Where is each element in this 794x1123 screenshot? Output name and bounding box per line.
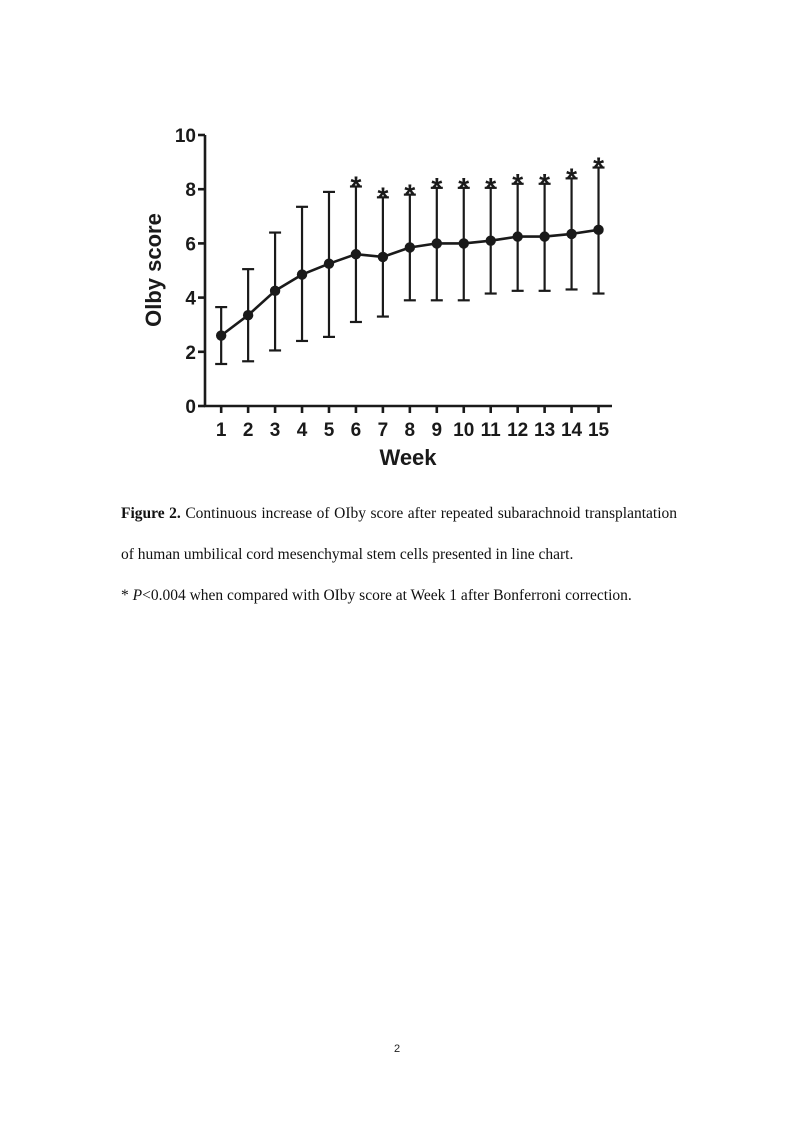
x-tick-label: 11 [480, 420, 501, 441]
data-point [486, 235, 496, 245]
x-tick-label: 13 [534, 420, 556, 441]
data-point [351, 249, 361, 259]
x-tick-label: 15 [587, 420, 610, 441]
significance-star: * [512, 167, 524, 199]
data-point [243, 310, 253, 320]
figure-label: Figure 2. [121, 505, 181, 522]
x-tick-label: 2 [242, 420, 254, 441]
y-tick-label: 0 [185, 397, 196, 418]
data-point [539, 231, 549, 241]
significance-star: * [458, 171, 470, 203]
x-tick-label: 6 [350, 420, 362, 441]
data-point [566, 229, 576, 239]
caption-note [121, 575, 677, 616]
significance-star: * [404, 178, 416, 210]
y-tick-label: 6 [185, 234, 196, 256]
data-point [512, 231, 522, 241]
x-tick-label: 5 [323, 420, 335, 441]
x-tick-label: 8 [404, 420, 416, 441]
data-point [270, 286, 280, 296]
x-tick-label: 4 [296, 420, 308, 441]
x-tick-label: 14 [560, 420, 583, 441]
data-point [324, 259, 334, 269]
significance-star: * [431, 171, 443, 203]
data-point [378, 252, 388, 262]
significance-star: * [539, 167, 551, 199]
note-text: <0.004 when compared with OIby score at Week 1 after Bonferroni correction. [142, 587, 632, 604]
significance-star: * [350, 170, 362, 202]
data-point [216, 330, 226, 340]
significance-star: * [377, 181, 389, 213]
y-tick-label: 8 [185, 180, 196, 202]
x-tick-label: 1 [215, 420, 227, 441]
x-tick-label: 9 [431, 420, 443, 441]
data-point [297, 269, 307, 279]
data-point [432, 238, 442, 248]
y-tick-label: 2 [185, 342, 196, 364]
x-tick-label: 7 [377, 420, 389, 441]
note-mark: * [121, 587, 129, 604]
significance-star: * [566, 162, 578, 194]
caption-text: Continuous increase of OIby score after repeated subarachnoid transplantation of human umbilical cord mesenchymal stem cells presented in line chart. [121, 505, 678, 563]
y-axis-title: Olby score [141, 213, 166, 327]
data-point [459, 238, 469, 248]
significance-star: * [593, 151, 604, 183]
y-tick-label: 4 [185, 288, 196, 310]
page-number: 2 [393, 1043, 401, 1055]
data-point [405, 242, 415, 252]
significance-star: * [485, 171, 497, 203]
y-tick-label: 10 [174, 126, 196, 147]
note-p-value: P [132, 587, 143, 604]
significance-markers [350, 152, 604, 213]
figure-caption [121, 493, 677, 616]
x-axis-title: Week [379, 445, 437, 470]
x-tick-label: 10 [453, 420, 475, 441]
x-tick-label: 3 [269, 420, 281, 441]
x-tick-label: 12 [507, 420, 529, 441]
data-point [593, 225, 603, 235]
line-chart [0, 0, 794, 480]
